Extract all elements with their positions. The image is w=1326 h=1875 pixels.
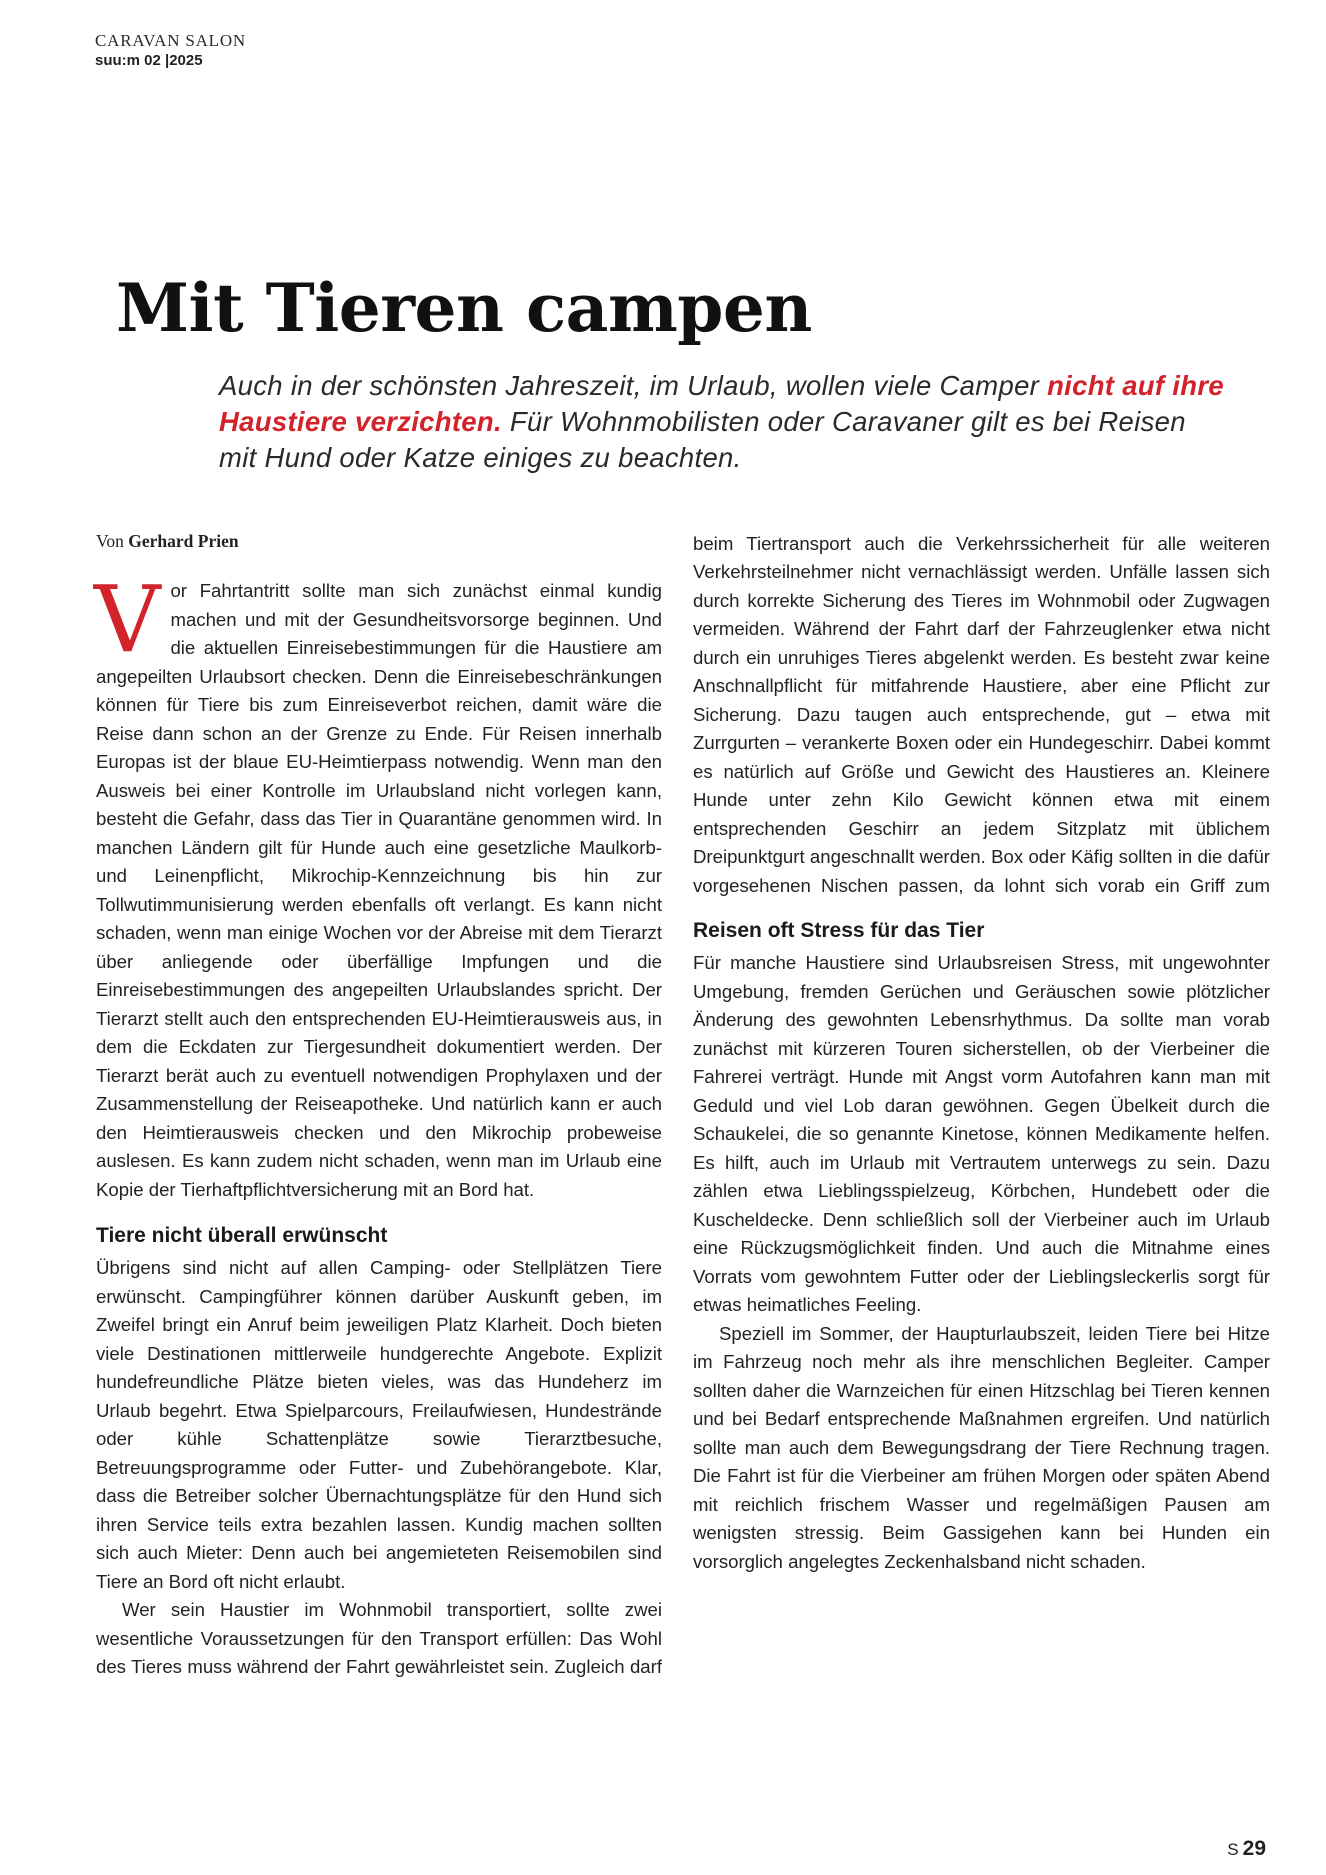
- article-lead: [219, 368, 1229, 476]
- byline: [96, 529, 662, 553]
- drop-cap: V: [94, 566, 161, 673]
- paragraph-transport-continued: [693, 529, 1270, 899]
- article-title: Mit Tieren campen: [116, 269, 812, 347]
- lead-text-start: Auch in der schönsten Jahreszeit, im Urlaub, wollen viele Camper: [219, 370, 1048, 401]
- paragraph-intro: [94, 566, 662, 1204]
- paragraph-intro-text: or Fahrtantritt sollte man sich zunächst einmal kundig machen und mit der Gesundheitsvorsorge beginnen. Und die aktuellen Einreisebestimmungen für die Haustiere am angepeilten Urlaubsort checken. Denn die Einreisebeschränkungen können für Tiere bis zum Einreiseverbot reichen, damit wäre die Reise dann schon an der Grenze zu Ende. Für Reisen innerhalb Europas ist der blaue EU-Heimtierpass notwendig. Wenn man den Ausweis bei einer Kontrolle im Urlaubsland nicht vorlegen kann, besteht die Gefahr, dass das Tier in Quarantäne genommen wird. In manchen Ländern gilt für Hunde auch eine gesetzliche Maulkorb- und Leinenpflicht, Mikrochip-Kennzeichnung bis hin zur Tollwutimmunisierung werden ebenfalls oft verlangt. Es kann nicht schaden, wenn man einige Wochen vor der Abreise mit dem Tierarzt über anliegende oder überfällige Impfungen und die Einreisebestimmungen des angepeilten Urlaubslandes spricht. Der Tierarzt stellt auch den entsprechenden EU-Heimtierausweis aus, in dem die Eckdaten zur Tiergesundheit dokumentiert werden. Der Tierarzt berät auch zu eventuell notwendigen Prophylaxen und der Zusammenstellung der Reiseapotheke. Und natürlich kann er auch den Heimtierausweis checken und den Mikrochip probeweise auslesen. Es kann zudem nicht schaden, wenn man im Urlaub eine Kopie der Tierhaftpflichtversicherung mit an Bord hat.: [96, 580, 662, 1200]
- paragraph-sommer: Speziell im Sommer, der Haupturlaubszeit, leiden Tiere bei Hitze im Fahrzeug noch mehr als ihre menschlichen Begleiter. Camper sollten daher die Warnzeichen für einen Hitzschlag bei Tieren kennen und bei Bedarf entsprechende Maßnahmen ergreifen. Und natürlich sollte man auch dem Bewegungsdrang der Tiere Rechnung tragen. Die Fahrt ist für die Vierbeiner am frühen Morgen oder späten Abend mit reichlich frischem Wasser und regelmäßigen Pausen am wenigsten stressig. Beim Gassigehen kann bei Hunden ein vorsorglich angelegtes Zeckenhalsband nicht schaden.: [693, 1322, 1270, 1572]
- subheading-tiere: Tiere nicht überall erwünscht: [96, 1224, 388, 1247]
- paragraph-transport-continued-text: beim Tiertransport auch die Verkehrssicherheit für alle weiteren Verkehrsteilnehmer nicht vernachlässigt werden. Unfälle lassen sich durch korrekte Sicherung des Tieres im Wohnmobil oder Zugwagen vermeiden. Während der Fahrt darf der Fahrzeuglenker etwa nicht durch ein unruhiges Tieres abgelenkt werden. Es besteht zwar keine Anschnallpflicht für mitfahrende Haustiere, aber eine Pflicht zur Sicherung. Dazu taugen auch entsprechende, gut – etwa mit Zurrgurten – verankerte Boxen oder ein Hundegeschirr. Dabei kommt es natürlich auf Größe und Gewicht des Haustieres an. Kleinere Hunde unter zehn Kilo Gewicht können etwa mit einem entsprechenden Geschirr an jedem Sitzplatz mit üblichem Dreipunktgurt angeschnallt werden. Box oder Käfig sollten in die dafür vorgesehenen Nischen passen, da lohnt sich vorab ein Griff zum: [693, 532, 1270, 896]
- byline-prefix: Von: [96, 531, 129, 551]
- article-column-left: [96, 529, 662, 1681]
- page-prefix: S: [1227, 1840, 1239, 1859]
- page-number-value: 29: [1242, 1837, 1266, 1860]
- subheading-stress: Reisen oft Stress für das Tier: [693, 919, 985, 942]
- transport-continuation: [693, 529, 1270, 899]
- paragraph-stress: Für manche Haustiere sind Urlaubsreisen Stress, mit ungewohnter Umgebung, fremden Gerüchen und Geräuschen sowie plötzlicher Änderung des gewohnten Lebensrhythmus. Da sollte man vorab zunächst mit kürzeren Touren sicherstellen, ob der Vierbeiner die Fahrerei verträgt. Hunde mit Angst vorm Autofahren kann man mit Geduld und viel Lob daran gewöhnen. Gegen Übelkeit durch die Schaukelei, die so genannte Kinetose, können Medikamente helfen. Es hilft, auch im Urlaub mit Vertrautem unterwegs zu sein. Dazu zählen etwa Lieblingsspielzeug, Körbchen, Hundebett oder die Kuscheldecke. Denn schließlich soll der Vierbeiner auch im Urlaub eine Rückzugsmöglichkeit finden. Und auch die Mitnahme eines Vorrats vom gewohntem Futter oder der Lieblingsleckerlis sorgt für etwas heimatliches Feeling.: [693, 952, 1270, 1315]
- paragraph-transport: [96, 1596, 662, 1681]
- article-column-right: [693, 529, 1270, 1576]
- page-number: [1227, 1837, 1266, 1861]
- magazine-header: [95, 30, 246, 70]
- issue-label: suu:m 02 |2025: [95, 52, 203, 69]
- paragraph-campingplaetze: Übrigens sind nicht auf allen Camping- oder Stellplätzen Tiere erwünscht. Campingführer können darüber Auskunft geben, im Zweifel bringt ein Anruf beim jeweiligen Platz Klarheit. Doch bieten viele Destinationen mittlerweile hundgerechte Angebote. Explizit hundefreundliche Plätze bieten vieles, was das Hundeherz im Urlaub begehrt. Etwa Spielparcours, Freilaufwiesen, Hundestrände oder kühle Schattenplätze sowie Tierarztbesuche, Betreuungsprogramme oder Futter- und Zubehörangebote. Klar, dass die Betreiber solcher Übernachtungsplätze für den Hund sich ihren Service teils extra bezahlen lassen. Kundig machen sollten sich auch Mieter: Denn auch bei angemieteten Reisemobilen sind Tiere an Bord oft nicht erlaubt.: [96, 1257, 662, 1592]
- paragraph-transport-text: Wer sein Haustier im Wohnmobil transportiert, sollte zwei wesentliche Voraussetzungen für den Transport erfüllen: Das Wohl des Tieres muss während der Fahrt gewährleistet sein. Zugleich darf: [96, 1599, 662, 1677]
- lead-highlight: nicht auf ihre Haustiere verzichten.: [219, 370, 1224, 437]
- author-name: Gerhard Prien: [128, 531, 239, 551]
- lead-text-end: Für Wohnmobilisten oder Caravaner gilt es bei Reisen mit Hund oder Katze einiges zu beachten.: [219, 406, 1186, 473]
- magazine-name: CARAVAN SALON: [95, 31, 246, 50]
